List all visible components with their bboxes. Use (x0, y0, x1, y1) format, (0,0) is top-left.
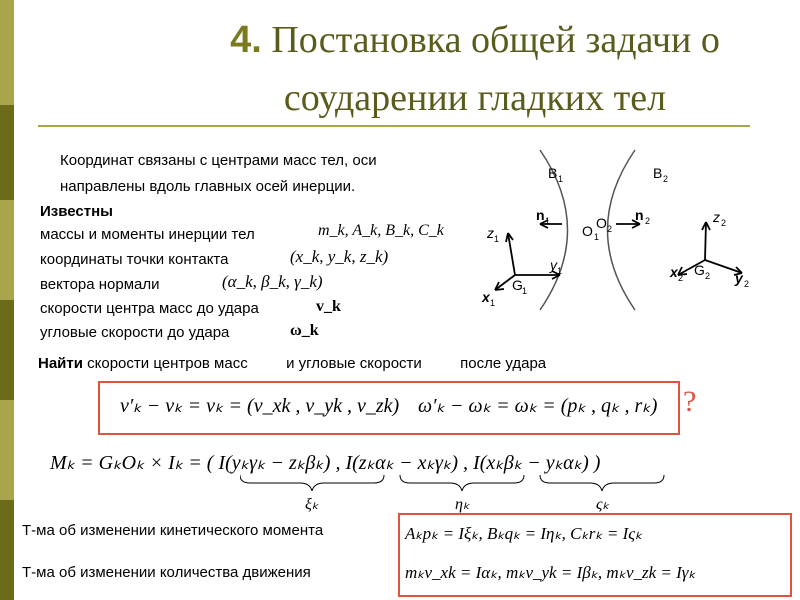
label-y1: y (550, 257, 557, 273)
known-item-contact: координаты точки контакта (40, 251, 229, 268)
find-part2: и угловые скорости (286, 355, 422, 372)
label-b2: B (653, 165, 663, 181)
svg-text:2: 2 (744, 279, 750, 289)
label-z1: z (487, 225, 494, 241)
svg-text:1: 1 (557, 266, 563, 276)
svg-text:2: 2 (607, 224, 613, 234)
question-mark: ? (683, 385, 697, 418)
label-o2: O (596, 215, 607, 231)
label-n1: n (536, 207, 545, 223)
label-y2: y (735, 270, 743, 286)
svg-text:1: 1 (545, 216, 551, 226)
formula-contact: (x_k, y_k, z_k) (290, 247, 389, 266)
page-title (190, 20, 760, 60)
eq-angular: ω′ₖ − ωₖ = ωₖ = (pₖ , qₖ , rₖ) (418, 395, 658, 417)
known-item-normal: вектора нормали (40, 276, 160, 293)
label-o1: O (582, 223, 593, 239)
title-line1: Постановка общей задачи о (271, 19, 720, 61)
label-g2: G (694, 262, 705, 278)
label-g1: G (512, 277, 523, 293)
title-divider (38, 125, 750, 127)
sidebar-decoration (0, 0, 14, 600)
intro-line2: направлены вдоль главных осей инерции. (60, 178, 356, 195)
theorem-angular-label: Т-ма об изменении кинетического момента (22, 522, 324, 539)
label-x2: x (670, 264, 678, 280)
collision-diagram (470, 140, 790, 320)
svg-text:2: 2 (645, 216, 651, 226)
known-item-mass: массы и моменты инерции тел (40, 226, 255, 243)
brace-label-eta: ηₖ (455, 496, 470, 513)
svg-text:1: 1 (490, 298, 496, 308)
svg-text:1: 1 (522, 286, 528, 296)
find-keyword: Найти (38, 355, 83, 372)
svg-text:2: 2 (721, 218, 727, 228)
known-item-angular: угловые скорости до удара (40, 324, 230, 341)
brace-label-xi: ξₖ (305, 496, 319, 513)
title-number: 4. (230, 19, 262, 61)
known-item-velocity: скорости центра масс до удара (40, 300, 259, 317)
formula-normal: (α_k, β_k, γ_k) (222, 272, 323, 291)
find-part3: после удара (460, 355, 547, 372)
label-x1: x (482, 289, 490, 305)
svg-text:1: 1 (558, 174, 564, 184)
theorem-angular-formula: Aₖpₖ = Iξₖ, Bₖqₖ = Iηₖ, Cₖrₖ = Iςₖ (405, 524, 643, 543)
formula-mass: m_k, A_k, B_k, C_k (318, 222, 444, 239)
svg-text:1: 1 (494, 234, 500, 244)
label-z2: z (713, 209, 720, 225)
label-n2: n (635, 207, 644, 223)
theorem-linear-label: Т-ма об изменении количества движения (22, 564, 311, 581)
formula-angular: ω_k (290, 322, 319, 339)
svg-text:2: 2 (705, 271, 711, 281)
theorem-linear-formula: mₖv_xk = Iαₖ, mₖv_yk = Iβₖ, mₖv_zk = Iγₖ (405, 563, 696, 582)
brace-label-sigma: ςₖ (596, 496, 610, 513)
known-header: Известны (40, 203, 113, 220)
moment-equation: Mₖ = GₖOₖ × Iₖ = ( I(yₖγₖ − zₖβₖ) , I(zₖαₖ − xₖγₖ) , I(xₖβₖ − yₖαₖ) ) (50, 452, 601, 474)
title-line2: соударении гладких тел (283, 77, 667, 119)
find-line (38, 355, 546, 373)
eq-velocity: v′ₖ − vₖ = vₖ = (v_xk , v_yk , v_zk) (120, 395, 400, 417)
find-part1: скорости центров масс (87, 355, 248, 372)
formula-velocity: v_k (316, 298, 341, 315)
svg-text:2: 2 (678, 273, 684, 283)
svg-text:1: 1 (594, 232, 600, 242)
label-b1: B (548, 165, 558, 181)
intro-line1: Координат связаны с центрами масс тел, оси (60, 152, 377, 169)
svg-text:2: 2 (663, 174, 669, 184)
